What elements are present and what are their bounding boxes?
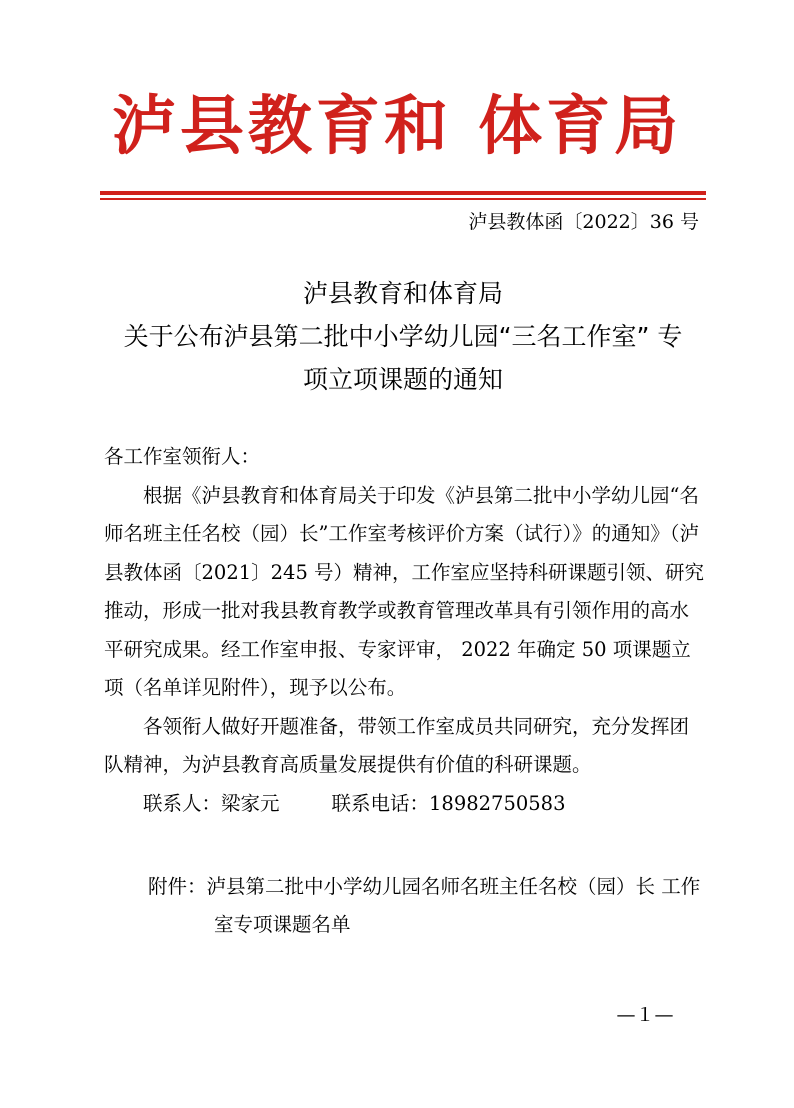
letterhead-rule-thin — [100, 198, 706, 200]
title-line-3: 项立项课题的通知 — [302, 365, 503, 394]
page-number: —１— — [616, 1004, 674, 1026]
contact-line — [104, 785, 706, 824]
title-line-1: 泸县教育和体育局 — [302, 279, 503, 308]
document-body — [104, 438, 706, 823]
paragraph-2: 各领衔人做好开题准备，带领工作室成员共同研究，充分发挥团队精神，为泸县教育高质量发展提供有价值的科研课题。 — [104, 714, 690, 776]
document-number: 泸县教体函〔2022〕36 号 — [468, 211, 699, 233]
document-title — [100, 272, 706, 401]
contact-person: 联系人：梁家元 — [143, 791, 280, 815]
contact-phone: 联系电话：18982750583 — [331, 791, 566, 815]
salutation: 各工作室领衔人： — [104, 445, 261, 468]
attachment-line-1: 附件：泸县第二批中小学幼儿园名师名班主任名校（园）长 工作 — [148, 875, 701, 898]
letterhead-rule-thick — [100, 191, 706, 195]
paragraph-1: 根据《泸县教育和体育局关于印发《泸县第二批中小学幼儿园“名师名班主任名校（园）长”工作室考核评价方案（试行）》的通知》（泸县教体函〔2021〕245 号）精神，工作室应坚持科研课题引领、研究推动，形成一批对我县教育教学或教育管理改革具有引领作用的高水平研究成果。经工作室申报、专家评审， 2022 年确定 50 项课题立项（名单详见附件），现予以公布。 — [104, 483, 705, 699]
title-line-2: 关于公布泸县第二批中小学幼儿园“三名工作室” 专 — [123, 322, 683, 351]
letterhead-title: 泸县教育和 体育局 — [111, 89, 683, 164]
attachment-note — [148, 868, 708, 944]
attachment-line-2: 室专项课题名单 — [214, 913, 351, 936]
